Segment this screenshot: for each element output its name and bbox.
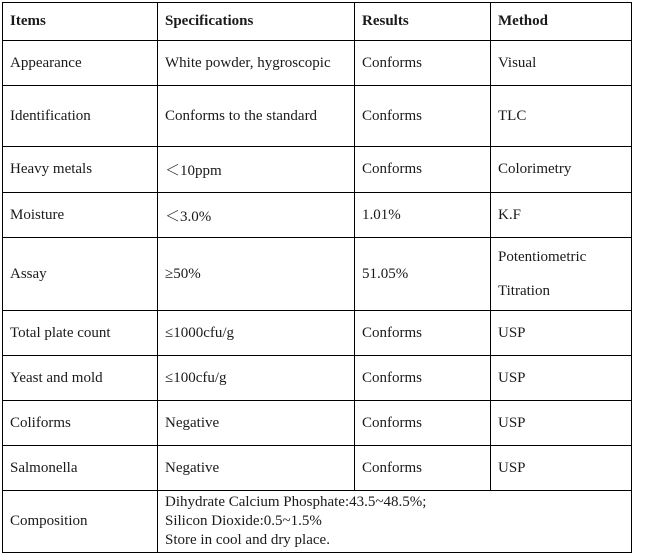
table-row (3, 193, 632, 238)
result-cell: Conforms (355, 311, 491, 356)
result-cell: Conforms (355, 356, 491, 401)
method-cell: USP (491, 401, 632, 446)
composition-line: Store in cool and dry place. (165, 532, 330, 548)
item-cell: Yeast and mold (3, 356, 158, 401)
spec-cell: ≥50% (158, 238, 355, 311)
table-row (3, 446, 632, 491)
header-results: Results (355, 3, 491, 41)
spec-cell: Conforms to the standard (158, 86, 355, 147)
method-cell: TLC (491, 86, 632, 147)
table-row (3, 238, 632, 311)
method-cell: USP (491, 311, 632, 356)
spec-cell: Negative (158, 446, 355, 491)
composition-line: Silicon Dioxide:0.5~1.5% (165, 513, 322, 529)
item-cell: Moisture (3, 193, 158, 238)
method-cell (491, 238, 632, 311)
header-method: Method (491, 3, 632, 41)
header-items: Items (3, 3, 158, 41)
table-row (3, 86, 632, 147)
composition-row (3, 491, 632, 553)
spec-cell: ＜3.0% (158, 193, 355, 238)
item-cell: Identification (3, 86, 158, 147)
method-line: Titration (498, 283, 550, 299)
result-cell: Conforms (355, 41, 491, 86)
composition-details (158, 491, 632, 553)
composition-label: Composition (3, 491, 158, 553)
spec-cell: Negative (158, 401, 355, 446)
spec-cell: ≤1000cfu/g (158, 311, 355, 356)
method-cell: Colorimetry (491, 147, 632, 193)
method-cell: USP (491, 356, 632, 401)
table-row (3, 401, 632, 446)
item-cell: Coliforms (3, 401, 158, 446)
table-row (3, 356, 632, 401)
result-cell: Conforms (355, 401, 491, 446)
table-row (3, 311, 632, 356)
spec-cell: White powder, hygroscopic (158, 41, 355, 86)
result-cell: Conforms (355, 86, 491, 147)
spec-cell: ＜10ppm (158, 147, 355, 193)
method-cell: Visual (491, 41, 632, 86)
composition-line: Dihydrate Calcium Phosphate:43.5~48.5%; (165, 494, 427, 510)
method-cell: K.F (491, 193, 632, 238)
result-cell: 1.01% (355, 193, 491, 238)
method-cell: USP (491, 446, 632, 491)
item-cell: Assay (3, 238, 158, 311)
item-cell: Total plate count (3, 311, 158, 356)
item-cell: Appearance (3, 41, 158, 86)
table-row (3, 147, 632, 193)
table-row (3, 41, 632, 86)
result-cell: Conforms (355, 446, 491, 491)
result-cell: Conforms (355, 147, 491, 193)
item-cell: Salmonella (3, 446, 158, 491)
specification-table (2, 2, 632, 553)
header-row (3, 3, 632, 41)
result-cell: 51.05% (355, 238, 491, 311)
item-cell: Heavy metals (3, 147, 158, 193)
method-line: Potentiometric (498, 249, 587, 265)
spec-cell: ≤100cfu/g (158, 356, 355, 401)
header-specifications: Specifications (158, 3, 355, 41)
